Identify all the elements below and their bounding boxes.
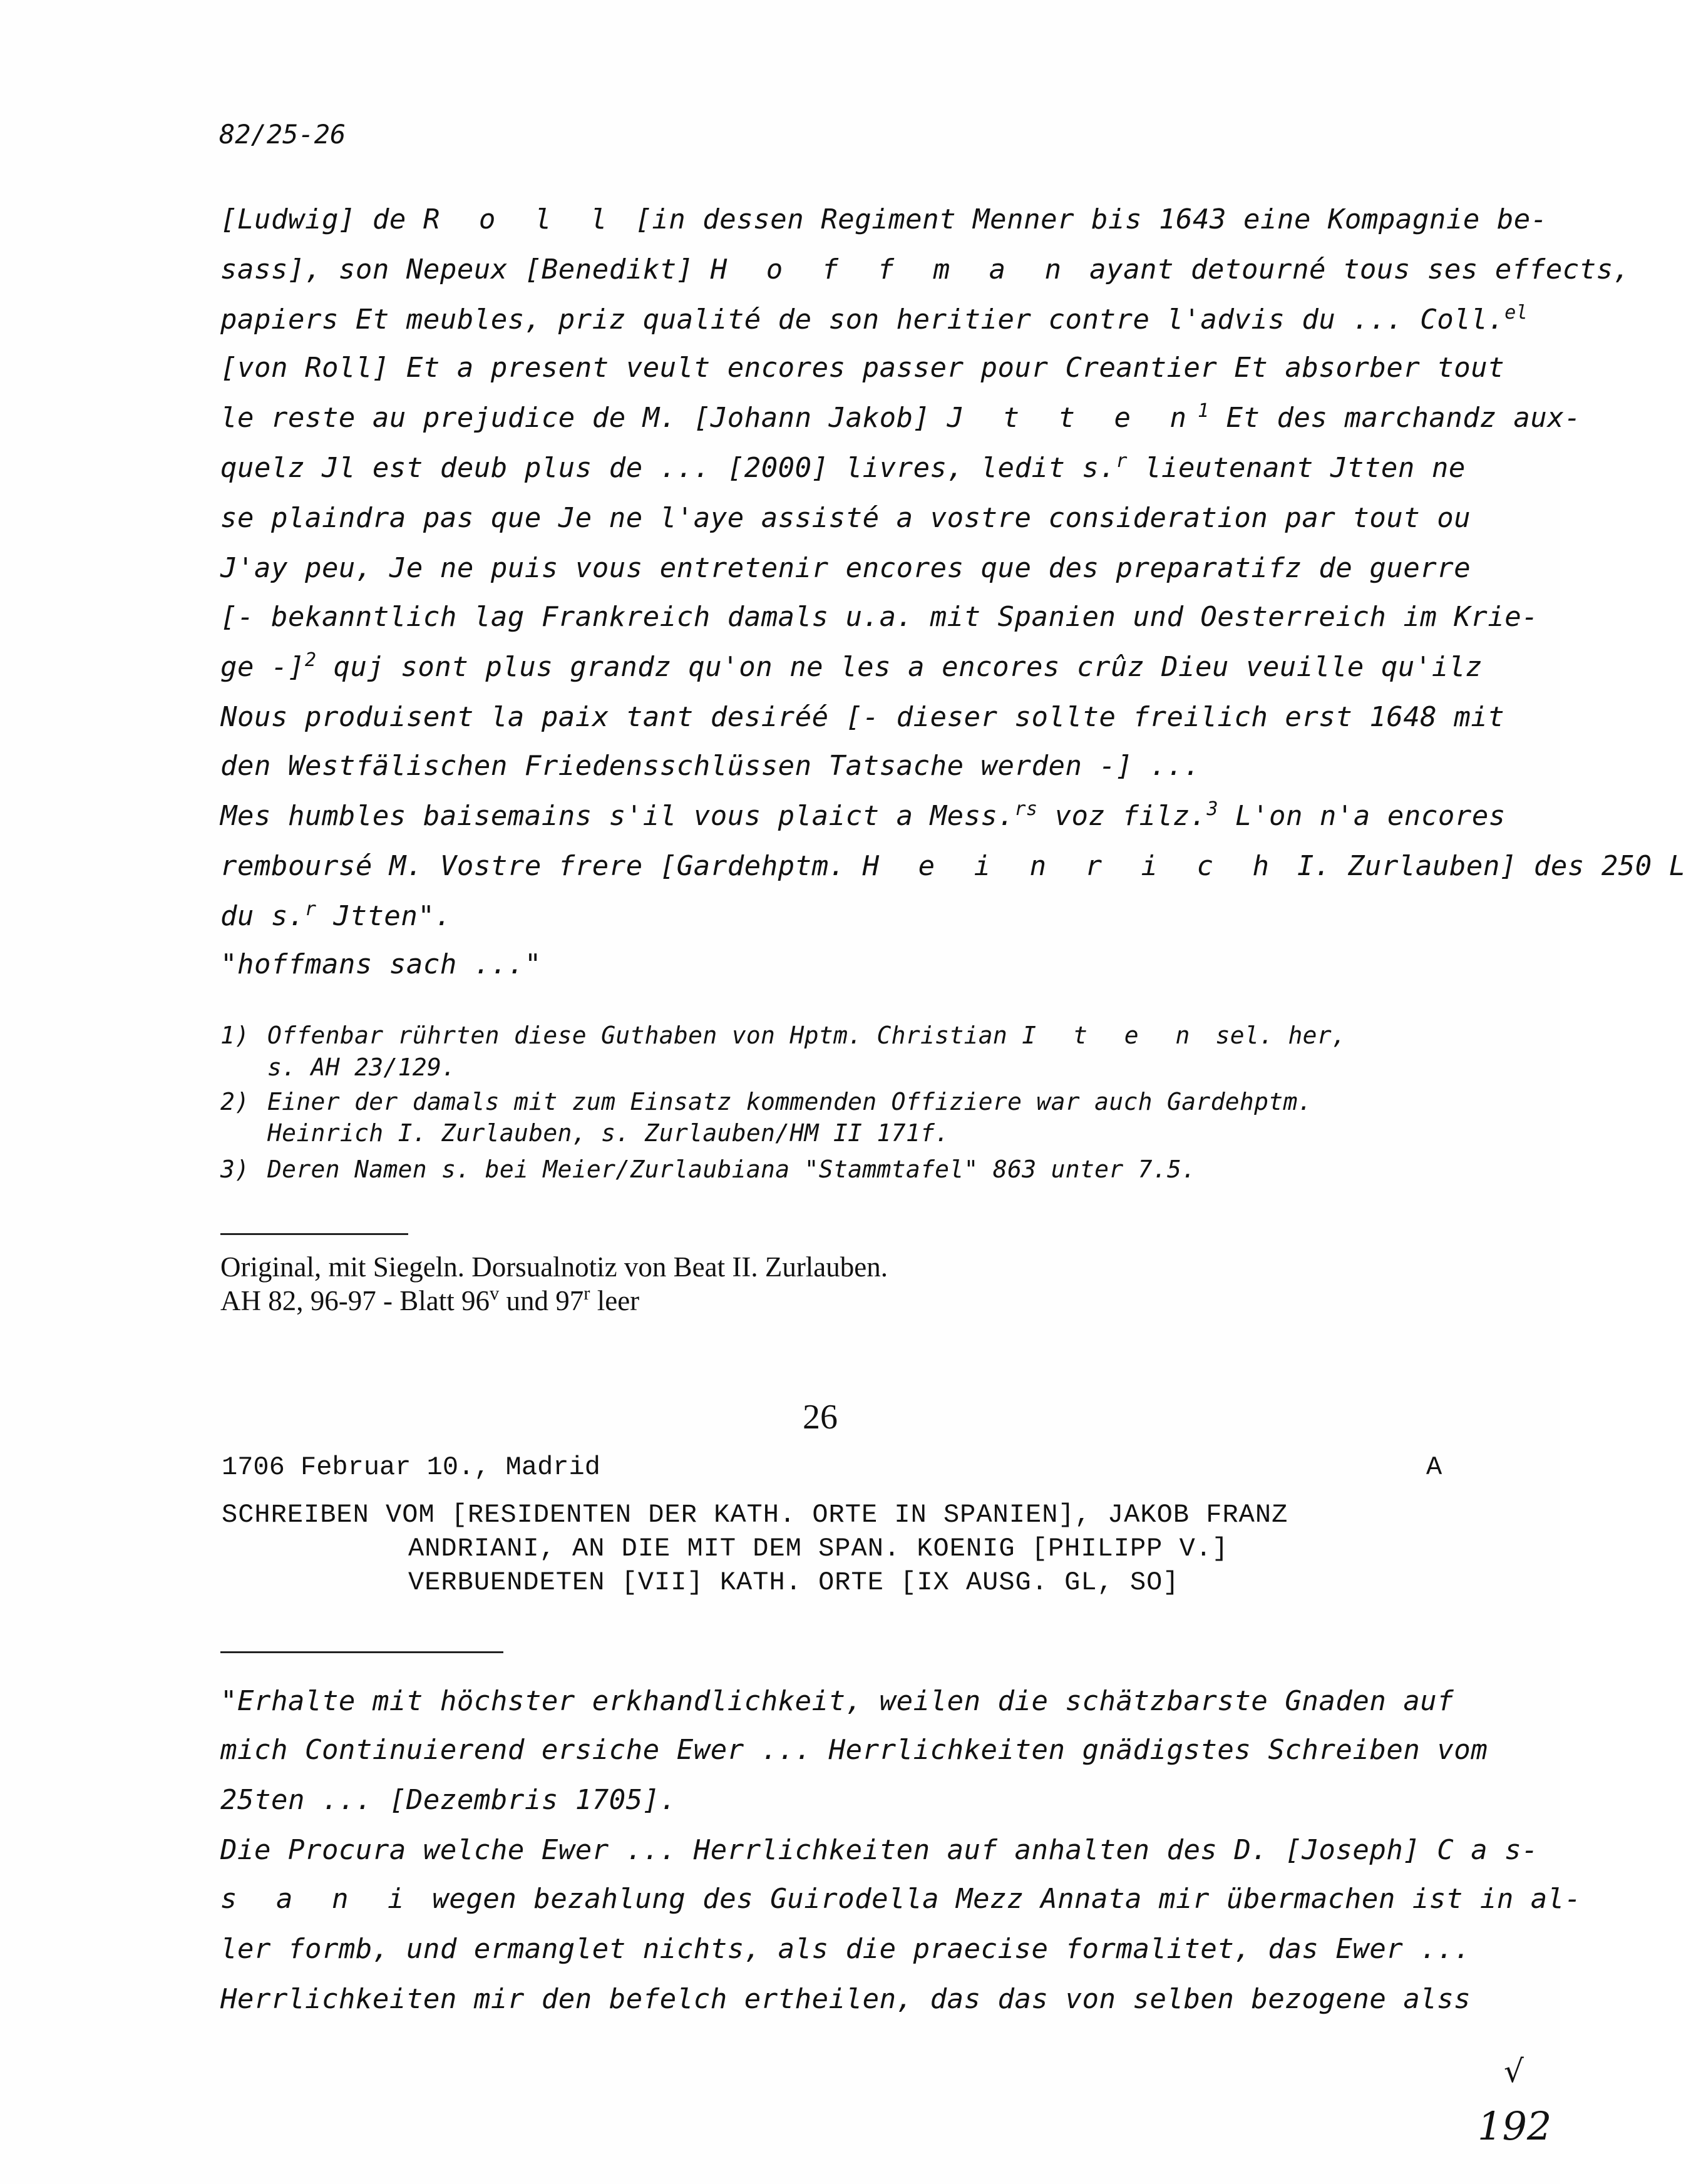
spaced-name: H e i n r i c h <box>862 850 1280 882</box>
spaced-name: H o f f m a n <box>710 254 1073 285</box>
body-line <box>220 502 1471 534</box>
entry-title-line: ANDRIANI, AN DIE MIT DEM SPAN. KOENIG [PHILIPP V.] <box>408 1534 1229 1564</box>
text-span: sass], son Nepeux [Benedikt] <box>220 254 711 285</box>
page-reference: 82/25-26 <box>219 119 346 150</box>
letter-line <box>220 1834 1538 1866</box>
footnote-continuation: Heinrich I. Zurlauben, s. Zurlauben/HM II 171f. <box>267 1119 950 1147</box>
body-line <box>220 750 1200 782</box>
footnote-number: 1) <box>220 1022 250 1049</box>
text-span: Offenbar rührten diese Guthaben von Hptm. Christian <box>267 1022 1022 1049</box>
letter-line <box>220 1734 1488 1766</box>
footnote <box>220 1156 1196 1183</box>
text-span: Herrlichkeiten mir den befelch ertheilen, das das von selben bezogene alss <box>220 1983 1471 2015</box>
entry-number: 26 <box>803 1398 838 1437</box>
text-span: papiers Et meubles, priz qualité de son heritier contre l'advis du ... Coll. <box>220 304 1505 336</box>
text-span: remboursé M. Vostre frere [Gardehptm. <box>220 850 863 882</box>
body-line <box>220 203 1548 235</box>
body-line <box>220 850 1686 882</box>
superscript: r <box>304 898 317 920</box>
source-note-line2: AH 82, 96-97 - Blatt 96$^v$ und 97$^r$ leer <box>220 1283 640 1316</box>
text-span: Die Procura welche Ewer ... Herrlichkeiten auf anhalten des D. [Joseph] C a s- <box>220 1834 1539 1866</box>
text-span: [- bekanntlich lag Frankreich damals u.a. mit Spanien und Oesterreich im Krie- <box>220 601 1539 633</box>
entry-title-line: VERBUENDETEN [VII] KATH. ORTE [IX AUSG. GL, SO] <box>408 1567 1180 1597</box>
letter-line <box>220 1784 677 1816</box>
spaced-name: J t t e n <box>947 402 1198 434</box>
entry-date: 1706 Februar 10., Madrid <box>222 1452 600 1482</box>
footnote-number: 3) <box>220 1156 250 1183</box>
text-span: Deren Namen s. bei Meier/Zurlaubiana "Stammtafel" 863 unter 7.5. <box>267 1156 1196 1183</box>
text-span: den Westfälischen Friedensschlüssen Tatsache werden -] ... <box>220 750 1201 782</box>
text-span: wegen bezahlung des Guirodella Mezz Annata mir übermachen ist in al- <box>415 1883 1581 1915</box>
letter-line <box>220 1685 1454 1717</box>
text-span: ge -] <box>220 651 305 683</box>
text-span: Mes humbles baisemains s'il vous plaict a Mess. <box>220 800 1015 832</box>
letter-line <box>220 1883 1581 1915</box>
superscript: 3 <box>1206 797 1218 820</box>
page-stamp-number: 192 <box>1478 2103 1552 2149</box>
text-span: du s. <box>220 900 305 932</box>
check-mark: √ <box>1504 2053 1524 2089</box>
text-span: ayant detourné tous ses effects, <box>1072 254 1630 285</box>
spaced-name: s a n i <box>220 1883 416 1915</box>
text-span: Nous produisent la paix tant desiréé [- dieser sollte freilich erst 1648 mit <box>220 701 1505 733</box>
footnote <box>220 1022 1346 1049</box>
text-span: "Erhalte mit höchster erkhandlichkeit, weilen die schätzbarste Gnaden auf <box>220 1685 1454 1717</box>
divider-rule <box>220 1233 408 1235</box>
body-line <box>220 352 1504 384</box>
text-span: I. Zurlauben] des 250 L <box>1280 850 1686 882</box>
superscript: 1 <box>1198 399 1210 422</box>
body-line <box>220 701 1504 733</box>
body-line <box>220 601 1538 633</box>
text-span: J'ay peu, Je ne puis vous entretenir encores que des preparatifz de guerre <box>220 552 1471 584</box>
text-span: L'on n'a encores <box>1218 800 1506 832</box>
body-line <box>220 399 1581 434</box>
superscript: el <box>1504 301 1528 324</box>
text-span: 25ten ... [Dezembris 1705]. <box>220 1784 677 1816</box>
text-span: [Ludwig] de <box>220 203 423 235</box>
text-span: sel. her, <box>1201 1022 1347 1049</box>
body-line <box>220 301 1528 336</box>
text-span: Et des marchandz aux- <box>1209 402 1581 434</box>
text-span: voz filz. <box>1037 800 1207 832</box>
divider-rule <box>220 1651 503 1653</box>
text-span: quelz Jl est deub plus de ... [2000] livres, ledit s. <box>220 452 1116 484</box>
footnote <box>220 1088 1312 1115</box>
text-span: Einer der damals mit zum Einsatz kommenden Offiziere war auch Gardehptm. <box>267 1088 1312 1115</box>
text-span: lieutenant Jtten ne <box>1128 452 1466 484</box>
entry-title-line: SCHREIBEN VOM [RESIDENTEN DER KATH. ORTE IN SPANIEN], JAKOB FRANZ <box>222 1500 1288 1530</box>
body-line <box>220 797 1506 832</box>
superscript: rs <box>1014 797 1038 820</box>
spaced-name: I t e n <box>1022 1022 1201 1049</box>
footnote-number: 2) <box>220 1088 250 1115</box>
text-span: mich Continuierend ersiche Ewer ... Herrlichkeiten gnädigstes Schreiben vom <box>220 1734 1488 1766</box>
text-span: [von Roll] Et a present veult encores passer pour Creantier Et absorber tout <box>220 352 1505 384</box>
letter-line <box>220 1933 1471 1965</box>
letter-line <box>220 1983 1471 2015</box>
body-line <box>220 948 542 980</box>
spaced-name: R o l l <box>423 203 619 235</box>
source-note-line1: Original, mit Siegeln. Dorsualnotiz von Beat II. Zurlauben. <box>220 1251 888 1283</box>
entry-marker: A <box>1426 1452 1442 1482</box>
body-line <box>220 254 1630 285</box>
body-line <box>220 449 1466 484</box>
body-line <box>220 552 1471 584</box>
superscript: r <box>1116 449 1128 472</box>
body-line <box>220 900 451 932</box>
body-line <box>220 651 1483 683</box>
text-span: "hoffmans sach ..." <box>220 948 542 980</box>
text-span: quj sont plus grandz qu'on ne les a encores crûz Dieu veuille qu'ilz <box>316 651 1483 683</box>
text-span: se plaindra pas que Je ne l'aye assisté a vostre consideration par tout ou <box>220 502 1471 534</box>
text-span: Jtten". <box>316 900 452 932</box>
text-span: [in dessen Regiment Menner bis 1643 eine Kompagnie be- <box>618 203 1548 235</box>
footnote-continuation: s. AH 23/129. <box>267 1054 456 1081</box>
superscript: 2 <box>304 649 317 671</box>
text-span: ler formb, und ermanglet nichts, als die praecise formalitet, das Ewer ... <box>220 1933 1471 1965</box>
text-span: le reste au prejudice de M. [Johann Jakob] <box>220 402 947 434</box>
